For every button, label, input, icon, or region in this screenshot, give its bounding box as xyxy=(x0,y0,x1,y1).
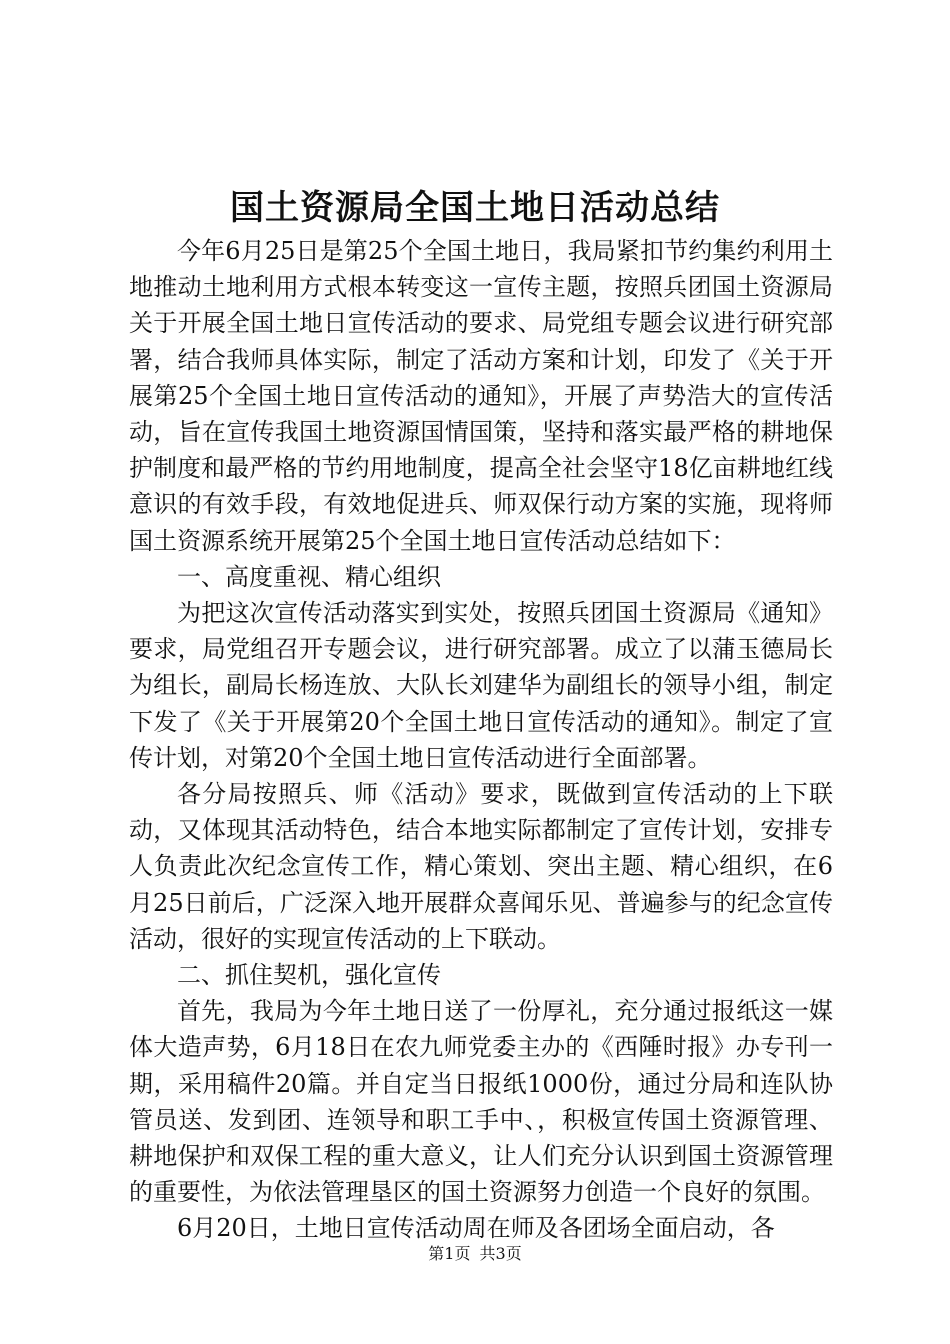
paragraph-section-2b: 6月20日，土地日宣传活动周在师及各团场全面启动，各 xyxy=(177,1214,775,1243)
paragraph-intro: 今年6月25日是第25个全国土地日，我局紧扣节约集约利用土地推动土地利用方式根本转变这一宣传主题，按照兵团国土资源局关于开展全国土地日宣传活动的要求、局党组专题会议进行研究部署，结合我师具体实际，制定了活动方案和计划，印发了《关于开展第25个全国土地日宣传活动的通知》，开展了声势浩大的宣传活动，旨在宣传我国土地资源国情国策，坚持和落实最严格的耕地保护制度和最严格的节约用地制度，提高全社会坚守18亿亩耕地红线意识的有效手段，有效地促进兵、师双保行动方案的实施，现将师国土资源系统开展第25个全国土地日宣传活动总结如下： xyxy=(129,237,833,555)
document-title: 国土资源局全国土地日活动总结 xyxy=(230,188,720,228)
paragraph-section-1a: 为把这次宣传活动落实到实处，按照兵团国土资源局《通知》要求，局党组召开专题会议，进行研究部署。成立了以蒲玉德局长为组长，副局长杨连放、大队长刘建华为副组长的领导小组，制定下发了《关于开展第20个全国土地日宣传活动的通知》。制定了宣传计划，对第20个全国土地日宣传活动进行全面部署。 xyxy=(129,599,833,772)
paragraph-section-2a: 首先，我局为今年土地日送了一份厚礼，充分通过报纸这一媒体大造声势，6月18日在农九师党委主办的《西陲时报》办专刊一期，采用稿件20篇。并自定当日报纸1000份，通过分局和连队协管员送、发到团、连领导和职工手中、，积极宣传国土资源管理、耕地保护和双保工程的重大意义，让人们充分认识到国土资源管理的重要性，为依法管理垦区的国土资源努力创造一个良好的氛围。 xyxy=(129,997,833,1207)
page-number: 第1页 xyxy=(428,1244,471,1263)
page-footer xyxy=(0,1243,950,1265)
page-total: 共3页 xyxy=(479,1244,522,1263)
section-heading-2: 二、抓住契机，强化宣传 xyxy=(177,961,441,990)
section-heading-1: 一、高度重视、精心组织 xyxy=(177,562,441,591)
paragraph-section-1b: 各分局按照兵、师《活动》要求，既做到宣传活动的上下联动，又体现其活动特色，结合本地实际都制定了宣传计划，安排专人负责此次纪念宣传工作，精心策划、突出主题、精心组织，在6月25日前后，广泛深入地开展群众喜闻乐见、普遍参与的纪念宣传活动，很好的实现宣传活动的上下联动。 xyxy=(129,780,833,953)
document-body xyxy=(129,233,833,1247)
